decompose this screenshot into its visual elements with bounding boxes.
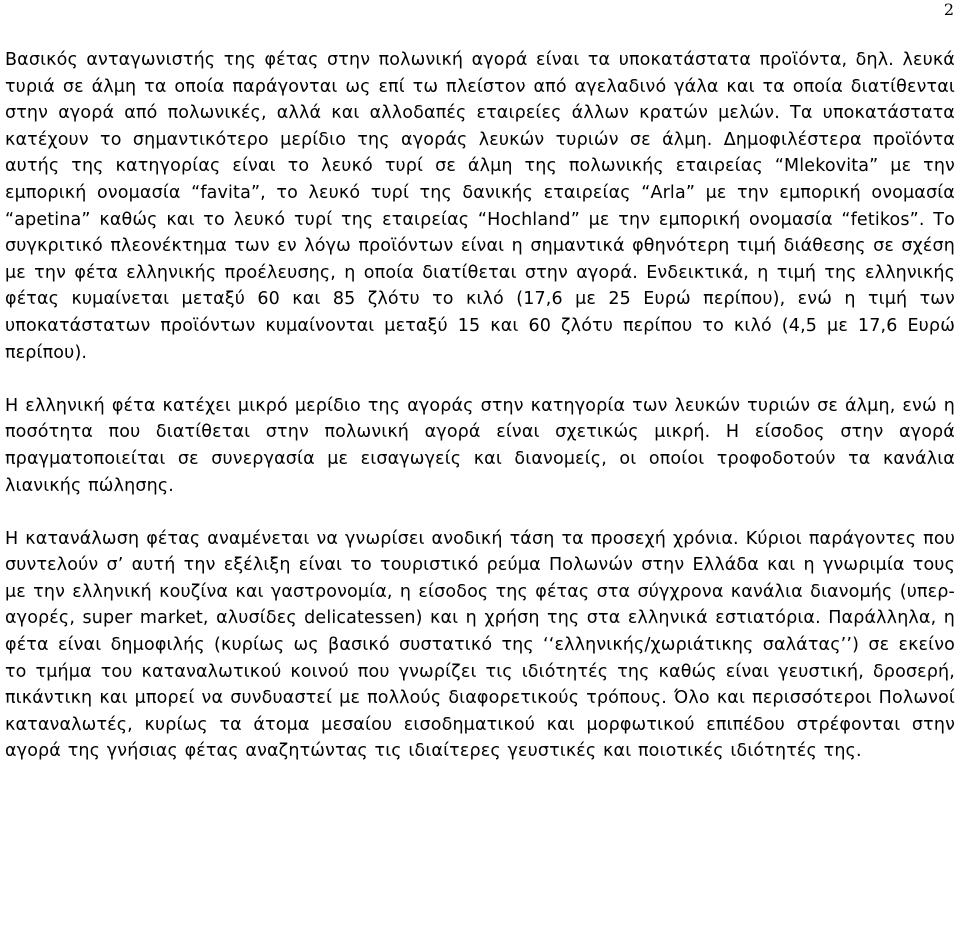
paragraph-consumption-outlook: Η κατανάλωση φέτας αναμένεται να γνωρίσει ανοδική τάση τα προσεχή χρόνια. Κύριοι παράγοντες που συντελούν σ’ αυτή την εξέλιξη είναι το τουριστικό ρεύμα Πολωνών στην Ελλάδα και η γνωριμία τους με την ελληνική κουζίνα και γαστρονομία, η είσοδος της φέτας στα σύγχρονα κανάλια διανομής (υπερ-αγορές, super market, αλυσίδες delicatessen) και η χρήση της στα ελληνικά εστιατόρια. Παράλληλα, η φέτα είναι δημοφιλής (κυρίως ως βασικό συστατικό της ‘‘ελληνικής/χωριάτικης σαλάτας’’) σε εκείνο το τμήμα του καταναλωτικού κοινού που γνωρίζει τις ιδιότητές της καθώς είναι γευστική, δροσερή, πικάντικη και μπορεί να συνδυαστεί με πολλούς διαφορετικούς τρόπους. Όλο και περισσότεροι Πολωνοί καταναλωτές, κυρίως τα άτομα μεσαίου εισοδηματικού και μορφωτικού επιπέδου στρέφονται στην αγορά της γνήσιας φέτας αναζητώντας τις ιδιαίτερες γευστικές και ποιοτικές ιδιότητές της.	[5, 528, 955, 762]
page-number: 2	[943, 0, 954, 19]
paragraph-market-share: Η ελληνική φέτα κατέχει μικρό μερίδιο της αγοράς στην κατηγορία των λευκών τυριών σε άλμη, ενώ η ποσότητα που διατίθεται στην πολωνική αγορά είναι σχετικώς μικρή. Η είσοδος στην αγορά πραγματοποιείται σε συνεργασία με εισαγωγείς και διανομείς, οι οποίοι τροφοδοτούν τα κανάλια λιανικής πώλησης.	[5, 395, 955, 496]
paragraph-competitors: Βασικός ανταγωνιστής της φέτας στην πολωνική αγορά είναι τα υποκατάστατα προϊόντα, δηλ. λευκά τυριά σε άλμη τα οποία παράγονται ως επί τω πλείστον από αγελαδινό γάλα και τα οποία διατίθενται στην αγορά από πολωνικές, αλλά και αλλοδαπές εταιρείες άλλων κρατών μελών. Τα υποκατάστατα κατέχουν το σημαντικότερο μερίδιο της αγοράς λευκών τυριών σε άλμη. Δημοφιλέστερα προϊόντα αυτής της κατηγορίας είναι το λευκό τυρί σε άλμη της πολωνικής εταιρείας “Mlekovita” με την εμπορική ονομασία “favita”, το λευκό τυρί της δανικής εταιρείας “Arla” με την εμπορική ονομασία “apetina” καθώς και το λευκό τυρί της εταιρείας “Hochland” με την εμπορική ονομασία “fetikos”. Το συγκριτικό πλεονέκτημα των εν λόγω προϊόντων είναι η σημαντικά φθηνότερη τιμή διάθεσης σε σχέση με την φέτα ελληνικής προέλευσης, η οποία διατίθεται στην αγορά. Ενδεικτικά, η τιμή της ελληνικής φέτας κυμαίνεται μεταξύ 60 και 85 ζλότυ το κιλό (17,6 με 25 Ευρώ περίπου), ενώ η τιμή των υποκατάστατων προϊόντων κυμαίνονται μεταξύ 15 και 60 ζλότυ περίπου το κιλό (4,5 με 17,6 Ευρώ περίπου).	[5, 50, 955, 363]
document-body	[5, 47, 955, 765]
